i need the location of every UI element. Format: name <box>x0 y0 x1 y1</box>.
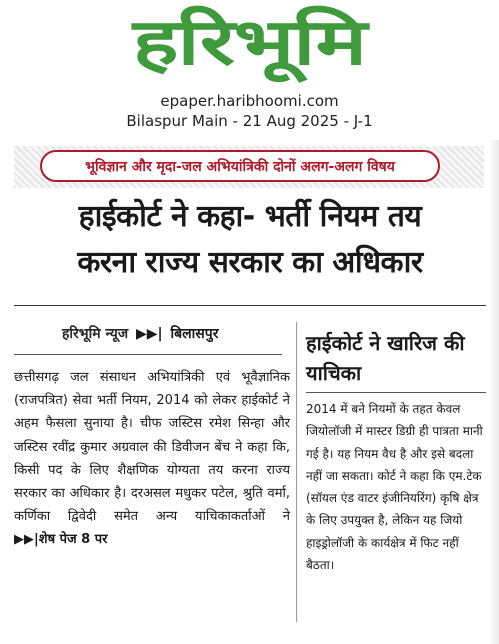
kicker-label: भूविज्ञान और मृदा-जल अभियांत्रिकी दोनों अलग-अलग विषय <box>40 150 440 182</box>
headline-divider <box>14 305 486 306</box>
byline-source: हरिभूमि न्यूज <box>62 326 129 342</box>
page-edge-shadow <box>489 140 499 644</box>
byline-arrow-icon: ▶▶| <box>136 326 163 342</box>
side-story-heading: हाईकोर्ट ने खारिज की याचिका <box>306 331 465 385</box>
masthead <box>0 6 499 86</box>
column-divider <box>296 322 297 622</box>
headline-line-2: करना राज्य सरकार का अधिकार <box>77 245 423 280</box>
newspaper-logo: हरिभूमि <box>133 6 366 80</box>
main-headline <box>14 194 486 286</box>
byline <box>62 324 218 343</box>
side-heading-divider <box>306 392 486 393</box>
side-story-body: 2014 में बने नियमों के तहत केवल जियोलॉजी में मास्टर डिग्री ही पात्रता मानी गई है। यह नियम वैध है और इसे बदला नहीं जा सकता। कोर्ट ने कहा कि एम.टेक (सॉयल एंड वाटर इंजीनियरिंग) कृषि क्षेत्र के लिए उपयुक्त है, लेकिन यह जियो हाइड्रोलॉजी के कार्यक्षेत्र में फिट नहीं बैठता। <box>306 402 483 573</box>
epaper-url[interactable]: epaper.haribhoomi.com <box>160 92 339 110</box>
main-story-body <box>14 366 290 552</box>
byline-divider <box>14 354 282 355</box>
edition-info: Bilaspur Main - 21 Aug 2025 - J-1 <box>126 112 373 130</box>
continued-on-page-link[interactable]: ▶▶|शेष पेज 8 पर <box>14 532 108 548</box>
headline-line-1: हाईकोर्ट ने कहा- भर्ती नियम तय <box>78 199 422 234</box>
byline-place: बिलासपुर <box>170 326 219 342</box>
main-story-text: छत्तीसगढ़ जल संसाधन अभियांत्रिकी एवं भूवैज्ञानिक (राजपत्रित) सेवा भर्ती नियम, 2014 को लेकर हाईकोर्ट ने अहम फैसला सुनाया है। चीफ जस्टिस रमेश सिन्हा और जस्टिस रवींद्र कुमार अग्रवाल की डिवीजन बेंच ने कहा कि, किसी पद के लिए शैक्षणिक योग्यता तय करना राज्य सरकार का अधिकार है। दरअसल मधुकर पटेल, श्रुति वर्मा, कर्णिका द्विवेदी समेत अन्य याचिकाकर्ताओं ने <box>14 370 290 525</box>
